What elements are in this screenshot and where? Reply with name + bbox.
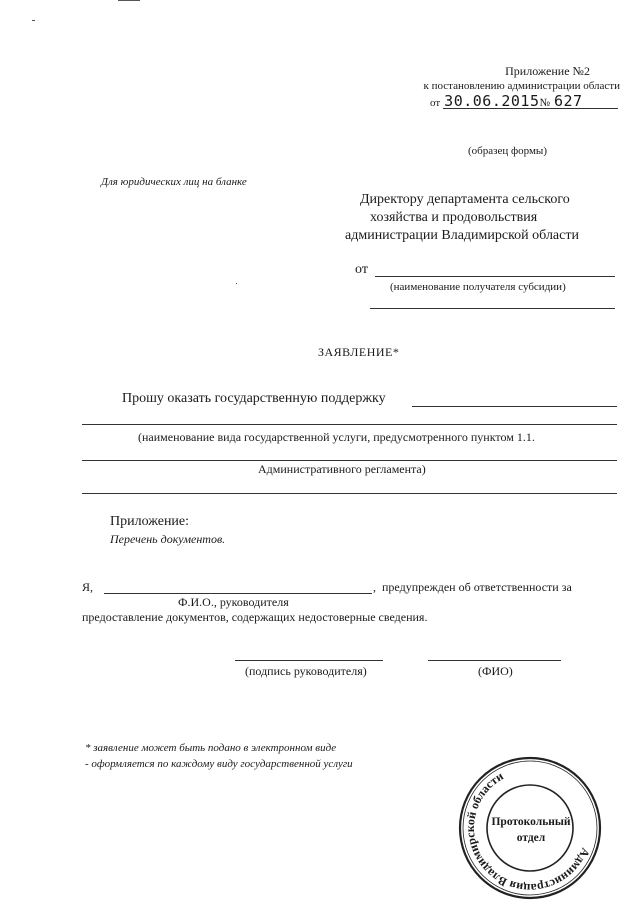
recipient-field-line [375, 276, 615, 277]
resolution-reference: к постановлению администрации области [423, 80, 620, 92]
declaration-comma: , [373, 580, 376, 594]
scan-speck [32, 20, 35, 21]
date-prefix: от [430, 97, 441, 109]
official-stamp [455, 753, 605, 903]
request-text: Прошу оказать государственную поддержку [122, 391, 386, 406]
appendix-label: Приложение №2 [505, 64, 590, 78]
attachment-item: Перечень документов. [110, 532, 226, 546]
addressee-line-3: администрации Владимирской области [345, 228, 579, 243]
scan-speck [118, 0, 140, 1]
declarant-caption: Ф.И.О., руководителя [178, 595, 289, 609]
declaration-prefix: Я, [82, 580, 94, 594]
service-field-line-2 [82, 460, 617, 461]
request-field-line [412, 406, 617, 407]
sample-note: (образец формы) [468, 145, 547, 157]
resolution-date: 30.06.2015 [444, 92, 540, 110]
date-underline [443, 108, 618, 109]
footnote-electronic: * заявление может быть подано в электронном виде [85, 742, 337, 754]
scan-speck [236, 283, 237, 284]
declarant-name-line [104, 593, 372, 594]
service-field-line-1 [82, 424, 617, 425]
letterhead-note: Для юридических лиц на бланке [101, 176, 247, 188]
addressee-line-2: хозяйства и продовольствия [370, 210, 538, 225]
document-title: ЗАЯВЛЕНИЕ* [318, 345, 400, 359]
from-label: от [355, 262, 368, 277]
service-caption-2: Административного регламента) [258, 462, 426, 476]
resolution-number: 627 [553, 92, 583, 110]
stamp-center-line-2: отдел [516, 832, 546, 844]
footnote-per-service: - оформляется по каждому виду государственной услуги [85, 758, 353, 770]
recipient-field-line-2 [370, 308, 615, 309]
number-prefix: № [539, 97, 550, 109]
service-field-line-3 [82, 493, 617, 494]
service-caption-1: (наименование вида государственной услуги, предусмотренного пунктом 1.1. [138, 430, 535, 444]
fio-line [428, 660, 561, 661]
attachment-label: Приложение: [110, 514, 190, 529]
stamp-center-line-1: Протокольный [491, 816, 571, 828]
signature-caption: (подпись руководителя) [245, 664, 367, 678]
signature-line [235, 660, 383, 661]
fio-caption: (ФИО) [478, 664, 513, 678]
recipient-caption: (наименование получателя субсидии) [390, 281, 566, 293]
declaration-line-2: предоставление документов, содержащих недостоверные сведения. [82, 610, 428, 624]
stamp-ring-text-path: Администрация Владимирской области [462, 768, 593, 896]
addressee-line-1: Директору департамента сельского [360, 192, 570, 207]
declaration-suffix: предупрежден об ответственности за [382, 580, 572, 594]
